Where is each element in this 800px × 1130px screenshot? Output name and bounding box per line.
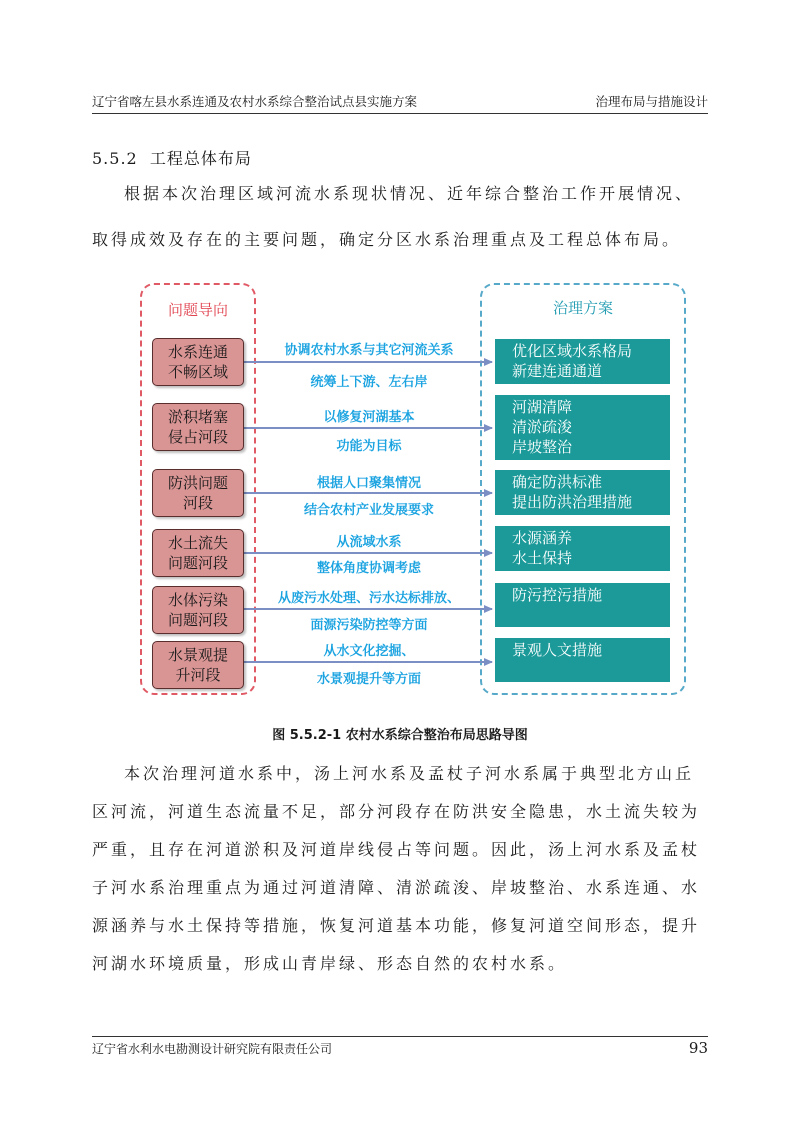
body-line: 源涵养与水土保持等措施，恢复河道基本功能，修复河道空间形态，提升	[92, 916, 701, 935]
problem-box	[152, 641, 244, 689]
solution-box	[495, 470, 670, 515]
problem-line: 水景观提	[167, 646, 228, 664]
solution-box	[495, 526, 670, 571]
intro-paragraph	[92, 184, 708, 254]
body-line: 河湖水环境质量，形成山青岸绿、形态自然的农村水系。	[92, 954, 568, 973]
body-line: 严重，且存在河道淤积及河道岸线侵占等问题。因此，汤上河水系及孟杖	[92, 840, 701, 859]
arrow-label-bottom: 水景观提升等方面	[316, 672, 421, 687]
solution-box	[495, 638, 670, 682]
section-heading	[92, 146, 252, 169]
body-line: 子河水系治理重点为通过河道清障、清淤疏浚、岸坡整治、水系连通、水	[92, 878, 701, 897]
solution-column-title: 治理方案	[552, 299, 613, 317]
footer-divider	[92, 1036, 708, 1037]
body-line: 本次治理河道水系中，汤上河水系及孟杖子河水系属于典型北方山丘	[124, 764, 695, 783]
arrow-label-bottom: 整体角度协调考虑	[316, 561, 421, 576]
header-chapter-title: 治理布局与措施设计	[595, 94, 708, 109]
problem-box	[152, 338, 244, 386]
problem-line: 河段	[182, 494, 213, 512]
solution-line: 确定防洪标准	[512, 473, 603, 491]
solution-box	[495, 395, 670, 460]
problem-line: 水体污染	[167, 591, 228, 609]
solution-line: 防污控污措施	[512, 586, 603, 604]
solution-line: 景观人文措施	[512, 641, 603, 659]
problem-box	[152, 586, 244, 634]
problem-line: 问题河段	[167, 554, 228, 572]
solution-box	[495, 583, 670, 627]
problem-line: 防洪问题	[167, 474, 228, 492]
arrow-label-bottom: 面源污染防控等方面	[310, 618, 428, 633]
arrow-label-bottom: 统筹上下游、左右岸	[310, 375, 428, 390]
arrow-label-top: 以修复河湖基本	[323, 410, 415, 425]
solution-line: 河湖清障	[512, 398, 573, 416]
arrow-label-top: 从废污水处理、污水达标排放、	[277, 591, 460, 606]
problem-box	[152, 403, 244, 451]
solution-line: 提出防洪治理措施	[512, 493, 633, 511]
page-header	[92, 92, 708, 112]
problem-line: 问题河段	[167, 611, 228, 629]
body-paragraph	[92, 764, 708, 1004]
solution-line: 岸坡整治	[512, 438, 573, 456]
figure-caption: 图 5.5.2-1 农村水系综合整治布局思路导图	[272, 728, 528, 743]
intro-line: 取得成效及存在的主要问题，确定分区水系治理重点及工程总体布局。	[92, 230, 682, 249]
header-divider	[92, 113, 708, 114]
arrow-label-top: 从流域水系	[336, 535, 402, 550]
solution-line: 新建连通通道	[512, 362, 603, 380]
arrow-label-top: 根据人口聚集情况	[316, 476, 421, 491]
problem-line: 侵占河段	[167, 428, 228, 446]
problem-line: 水土流失	[167, 534, 228, 552]
problem-box	[152, 469, 244, 517]
section-number: 5.5.2	[92, 149, 138, 168]
solution-line: 优化区域水系格局	[512, 342, 633, 360]
section-title: 工程总体布局	[149, 149, 252, 168]
footer-organization: 辽宁省水利水电勘测设计研究院有限责任公司	[92, 1042, 333, 1056]
header-document-title: 辽宁省喀左县水系连通及农村水系综合整治试点县实施方案	[92, 94, 418, 109]
problem-line: 水系连通	[167, 343, 228, 361]
solution-line: 水土保持	[512, 549, 573, 567]
solution-box	[495, 339, 670, 384]
problem-line: 淤积堵塞	[167, 408, 228, 426]
solution-line: 水源涵养	[512, 529, 573, 547]
arrow-label-bottom: 功能为目标	[336, 439, 402, 454]
layout-mind-map	[140, 283, 686, 699]
arrow-label-top: 从水文化挖掘、	[323, 644, 415, 659]
problem-line: 升河段	[175, 666, 221, 684]
body-line: 区河流，河道生态流量不足，部分河段存在防洪安全隐患，水土流失较为	[92, 802, 701, 821]
problem-column-title: 问题导向	[167, 301, 228, 319]
page-footer	[92, 1039, 708, 1059]
arrow-label-bottom: 结合农村产业发展要求	[303, 503, 434, 518]
problem-line: 不畅区域	[167, 363, 228, 381]
intro-line: 根据本次治理区域河流水系现状情况、近年综合整治工作开展情况、	[124, 184, 695, 203]
arrow-label-top: 协调农村水系与其它河流关系	[284, 343, 454, 358]
problem-box	[152, 529, 244, 577]
page-number: 93	[688, 1039, 708, 1057]
solution-line: 清淤疏浚	[512, 418, 573, 436]
